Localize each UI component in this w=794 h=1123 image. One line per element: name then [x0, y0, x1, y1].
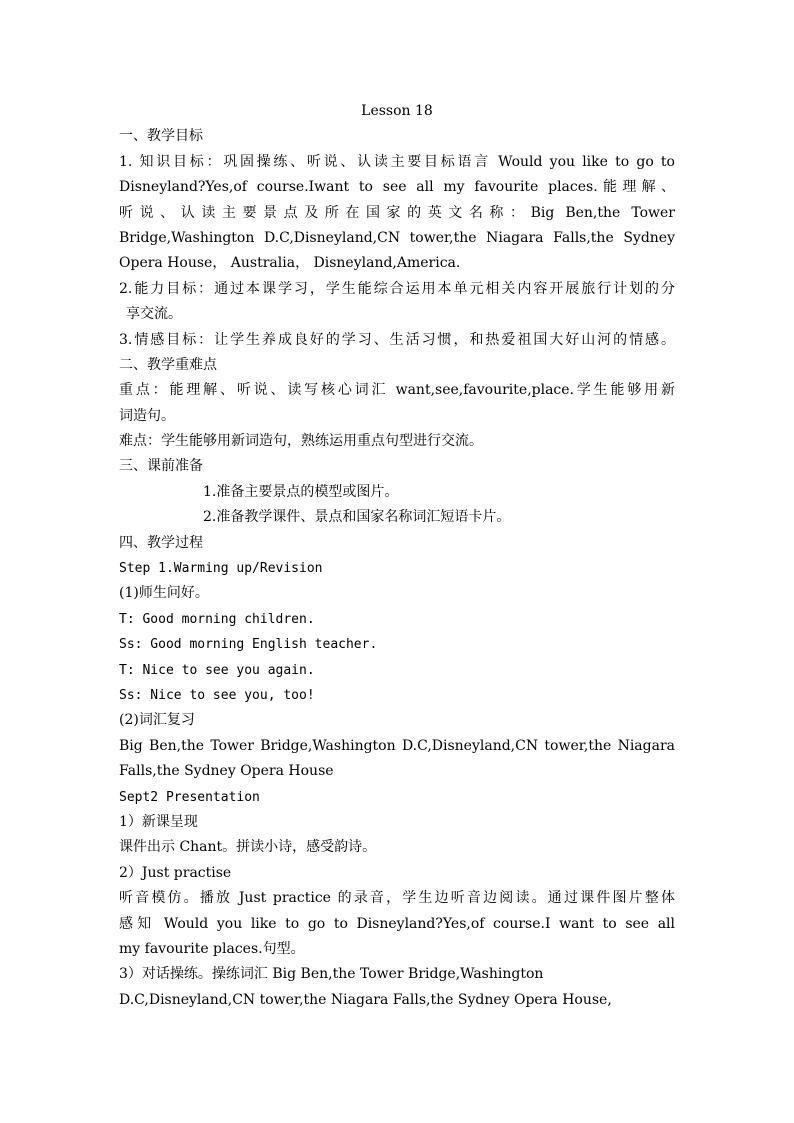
paragraph-line: (1)师生问好。 [119, 585, 209, 602]
section-heading-preparation: 三、课前准备 [119, 458, 203, 475]
paragraph-line: 听说、认读主要景点及所在国家的英文名称：Big Ben,the Tower [119, 204, 675, 221]
paragraph-line: 重点：能理解、听说、读写核心词汇 want,see,favourite,place.学生能够用新 [119, 382, 675, 399]
dialogue-line: T: Nice to see you again. [119, 662, 315, 678]
paragraph-line: 1）新课呈现 [119, 813, 198, 830]
paragraph-line: Opera House， Australia， Disneyland,America. [119, 255, 461, 272]
dialogue-line: T: Good morning children. [119, 611, 315, 627]
section-heading-objectives: 一、教学目标 [119, 128, 203, 145]
step-heading: Step 1.Warming up/Revision [119, 561, 323, 577]
paragraph-line: 3）对话操练。操练词汇 Big Ben,the Tower Bridge,Washington [119, 966, 544, 983]
lesson-title: Lesson 18 [361, 103, 433, 119]
list-item: 1.准备主要景点的模型或图片。 [203, 483, 399, 500]
paragraph-line: 1. 知识目标：巩固操练、听说、认读主要目标语言 Would you like to go to [119, 153, 675, 170]
paragraph-line: 3.情感目标：让学生养成良好的学习、生活习惯，和热爱祖国大好山河的情感。 [119, 331, 675, 348]
paragraph-line: 课件出示 Chant。拼读小诗，感受韵诗。 [119, 839, 377, 856]
paragraph-line: Falls,the Sydney Opera House [119, 763, 334, 780]
paragraph-line: 难点：学生能够用新词造句，熟练运用重点句型进行交流。 [119, 433, 483, 450]
paragraph-line: Big Ben,the Tower Bridge,Washington D.C,Disneyland,CN tower,the Niagara [119, 737, 675, 754]
document-body [119, 99, 675, 1013]
paragraph-line: D.C,Disneyland,CN tower,the Niagara Falls,the Sydney Opera House, [119, 991, 612, 1008]
dialogue-line: Ss: Nice to see you, too! [119, 687, 315, 703]
section-heading-key-points: 二、教学重难点 [119, 356, 217, 373]
paragraph-line: 享交流。 [126, 306, 182, 323]
step-heading: Sept2 Presentation [119, 789, 260, 805]
paragraph-line: 感知 Would you like to go to Disneyland?Yes,of course.I want to see all [119, 915, 675, 932]
section-heading-process: 四、教学过程 [119, 534, 203, 551]
paragraph-line: 2）Just practise [119, 864, 232, 881]
paragraph-line: 词造句。 [119, 407, 175, 424]
list-item: 2.准备教学课件、景点和国家名称词汇短语卡片。 [203, 509, 511, 526]
paragraph-line: 听音模仿。播放 Just practice 的录音，学生边听音边阅读。通过课件图片整体 [119, 890, 675, 907]
paragraph-line: (2)词汇复习 [119, 712, 195, 729]
paragraph-line: Bridge,Washington D.C,Disneyland,CN tower,the Niagara Falls,the Sydney [119, 229, 675, 246]
dialogue-line: Ss: Good morning English teacher. [119, 637, 378, 653]
paragraph-line: my favourite places.句型。 [119, 940, 305, 957]
paragraph-line: Disneyland?Yes,of course.Iwant to see all my favourite places.能理解、 [119, 179, 675, 196]
paragraph-line: 2.能力目标：通过本课学习，学生能综合运用本单元相关内容开展旅行计划的分 [119, 280, 675, 297]
